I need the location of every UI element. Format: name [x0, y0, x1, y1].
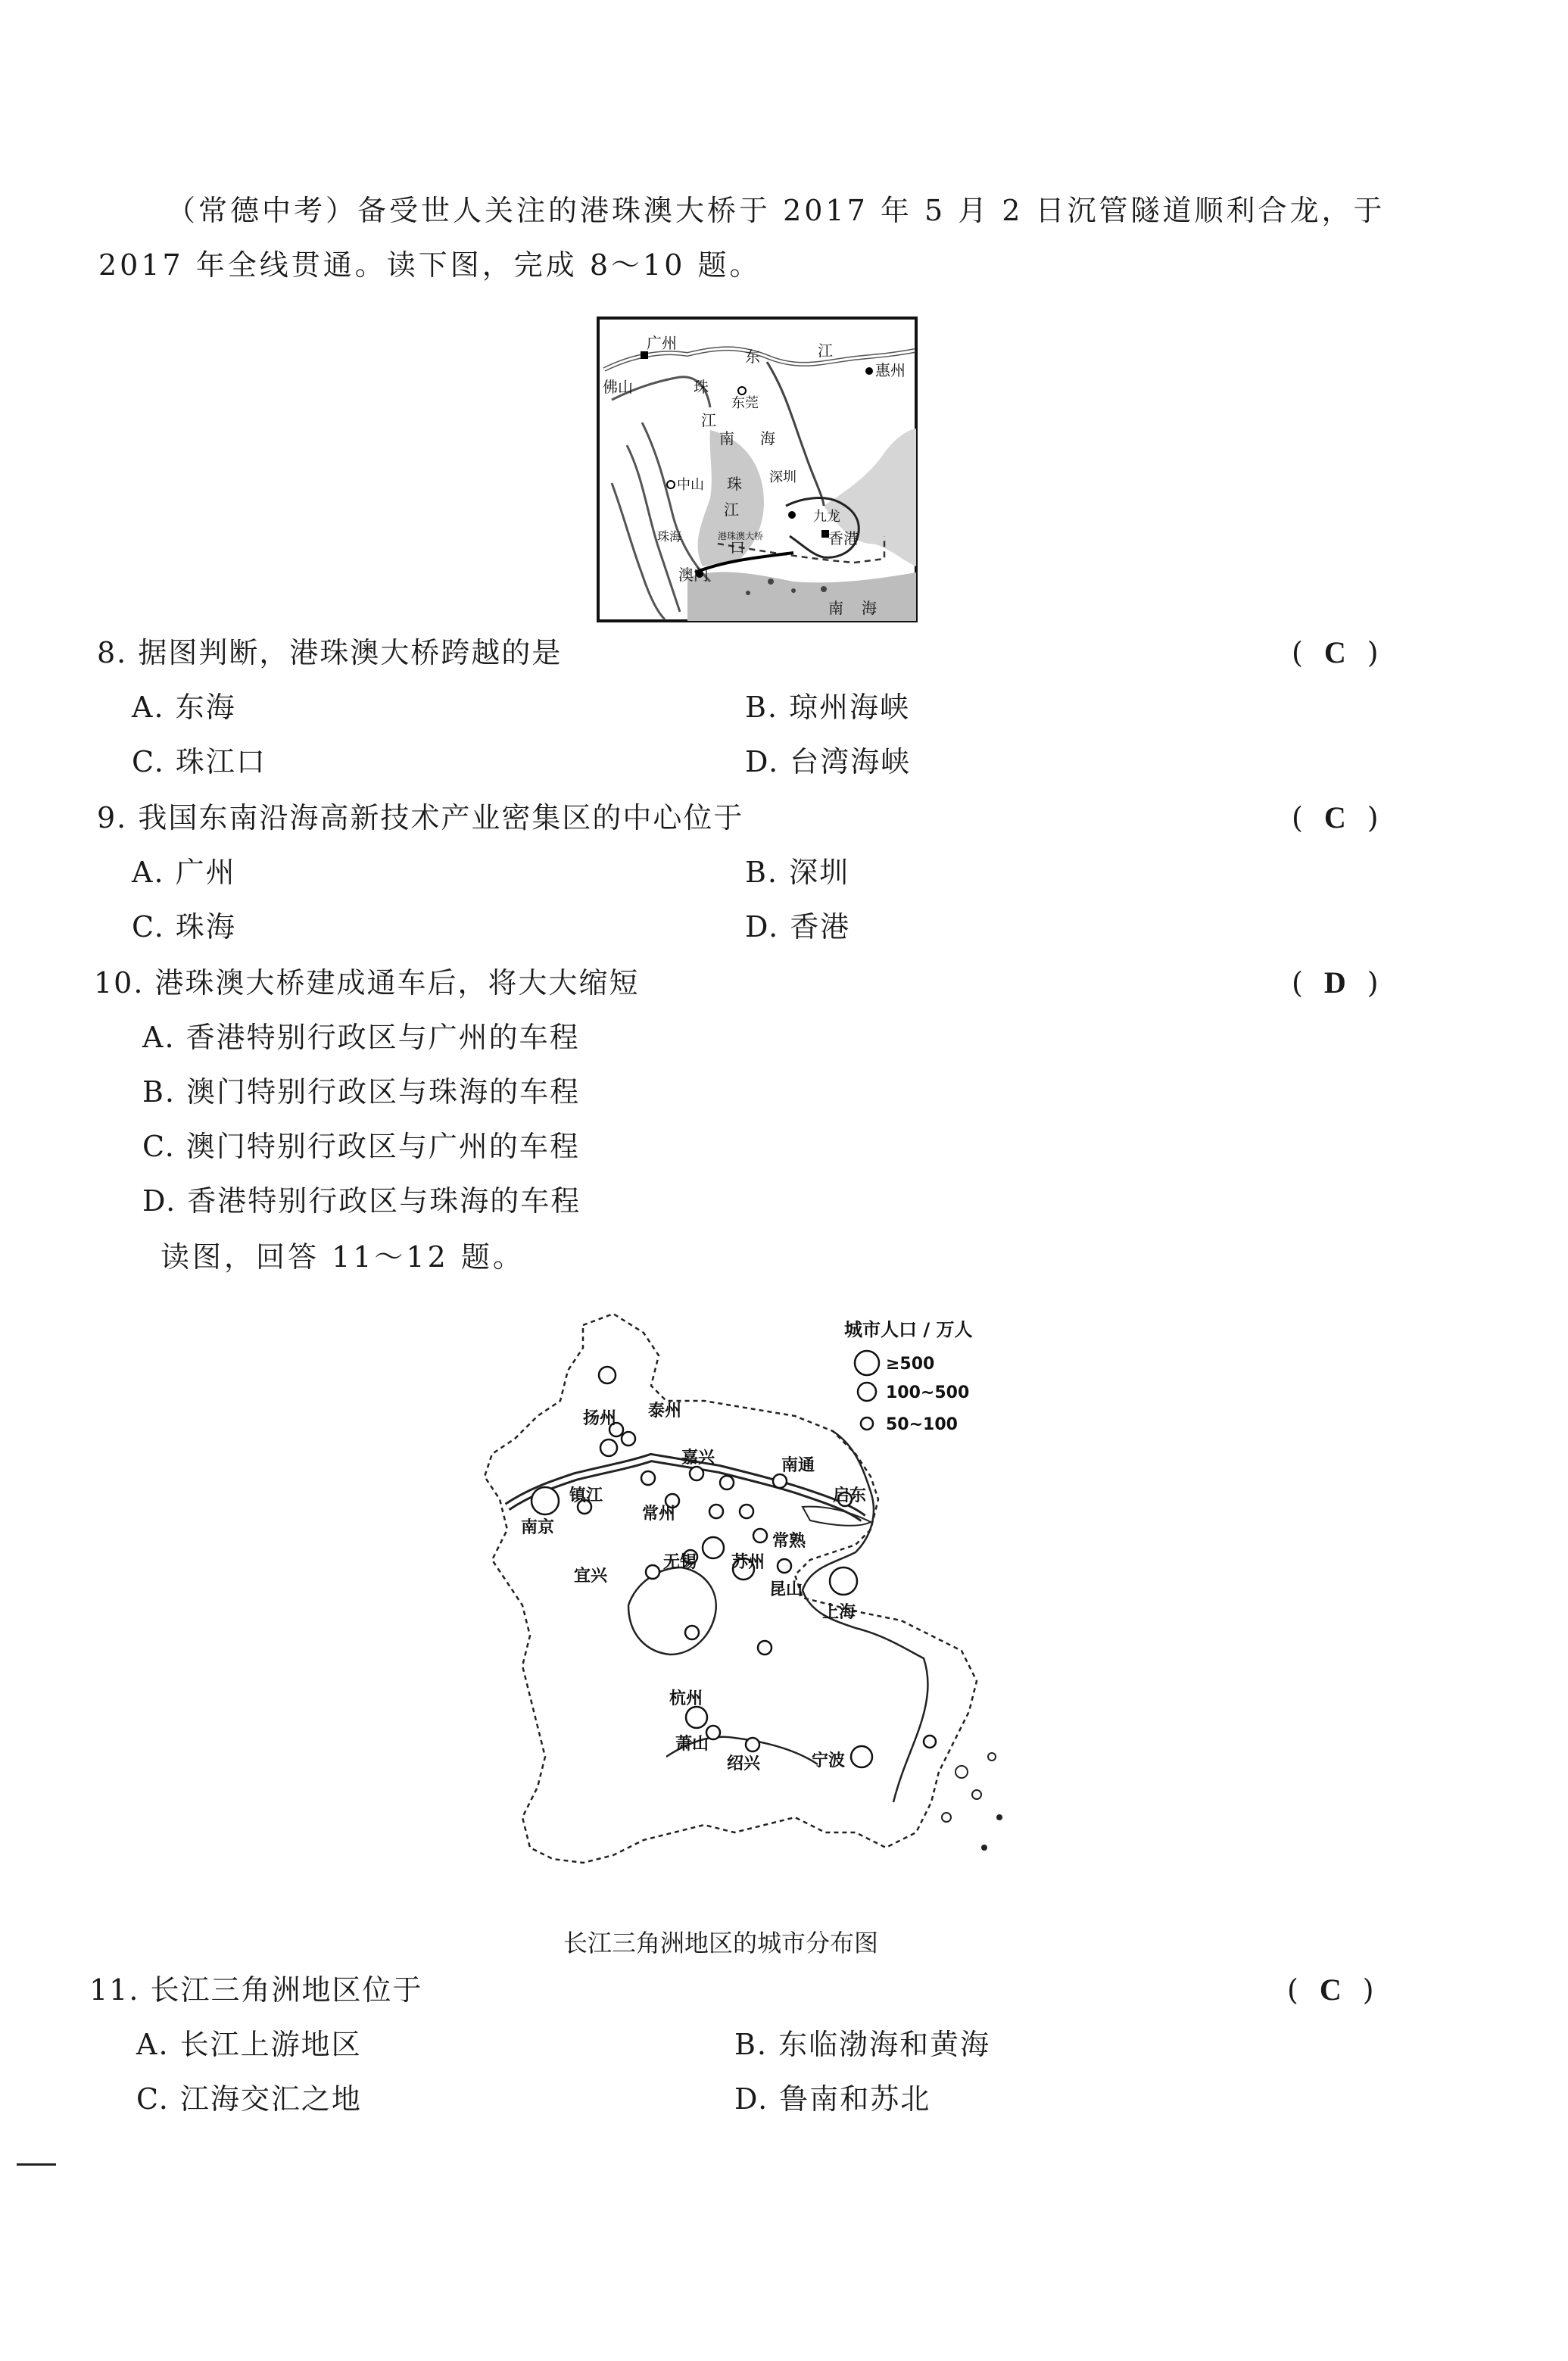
question-8-option-c: C. 珠江口: [132, 745, 267, 778]
question-10-answer-letter: D: [1323, 965, 1346, 1000]
city-zhenjiang: 镇江: [569, 1486, 603, 1505]
question-10-option-b: B. 澳门特别行政区与珠海的车程: [142, 1075, 581, 1109]
label-dongjiang-dong: 东: [745, 348, 760, 366]
city-kunshan: 昆山: [769, 1580, 803, 1599]
pearl-river-delta-map: [597, 317, 918, 622]
question-8-answer: ( C ): [1292, 635, 1379, 669]
label-guangzhou: 广州: [647, 334, 677, 352]
question-10-option-d: D. 香港特别行政区与珠海的车程: [142, 1184, 581, 1218]
city-xiaoshan: 萧山: [675, 1735, 709, 1754]
question-9-option-a: A. 广州: [132, 856, 236, 889]
city-yixing: 宜兴: [574, 1567, 608, 1586]
question-11-option-c: C. 江海交汇之地: [136, 2082, 362, 2116]
label-jiang: 江: [701, 411, 716, 429]
question-9-answer-letter: C: [1323, 800, 1346, 834]
label-zhu: 珠: [694, 378, 709, 396]
city-hangzhou: 杭州: [669, 1689, 703, 1708]
question-8-answer-letter: C: [1323, 635, 1346, 669]
label-shenzhen: 深圳: [769, 469, 796, 485]
label-nan: 南: [719, 429, 734, 448]
question-9-answer: ( C ): [1292, 800, 1379, 834]
label-nanhai-hai: 海: [862, 599, 877, 617]
question-11-answer-letter: C: [1319, 1973, 1342, 2007]
question-10-option-a: A. 香港特别行政区与广州的车程: [142, 1021, 580, 1054]
label-zhongshan: 中山: [677, 477, 704, 493]
question-8-option-d: D. 台湾海峡: [745, 745, 912, 778]
label-xianggang: 香港: [828, 529, 859, 547]
map-caption: 长江三角洲地区的城市分布图: [563, 1929, 879, 1957]
label-nanhai-nan: 南: [828, 599, 843, 617]
label-dongguan: 东莞: [731, 395, 759, 411]
city-taizhou: 泰州: [648, 1402, 682, 1421]
question-10-stem: 10. 港珠澳大桥建成通车后，将大大缩短: [94, 966, 640, 1000]
question-11-answer: ( C ): [1287, 1973, 1374, 2007]
city-changshu: 常熟: [772, 1532, 806, 1551]
city-nanjing: 南京: [521, 1518, 555, 1537]
label-jiang2: 江: [724, 501, 739, 519]
label-bridge: 港珠澳大桥: [718, 531, 764, 541]
label-zhu2: 珠: [727, 475, 742, 493]
city-wuxi: 无锡: [663, 1553, 697, 1572]
label-jiulong: 九龙: [813, 509, 840, 525]
label-aomen: 澳门: [678, 566, 709, 584]
legend-item-2: 100~500: [886, 1383, 970, 1402]
label-kou: 口: [730, 538, 745, 557]
label-zhuhai: 珠海: [657, 529, 682, 544]
read-map-instruction: 读图，回答 11～12 题。: [161, 1240, 525, 1274]
city-shanghai: 上海: [822, 1603, 856, 1622]
legend-title: 城市人口 / 万人: [844, 1319, 973, 1340]
legend-item-1: ≥500: [886, 1355, 935, 1374]
city-ningbo: 宁波: [812, 1751, 846, 1770]
question-11-option-d: D. 鲁南和苏北: [734, 2082, 931, 2116]
page-edge-mark: [17, 2163, 56, 2166]
question-9-option-d: D. 香港: [745, 910, 851, 943]
question-8-stem: 8. 据图判断，港珠澳大桥跨越的是: [97, 636, 563, 669]
city-jiaxing: 嘉兴: [681, 1449, 715, 1467]
label-foshan: 佛山: [603, 378, 633, 396]
label-dongjiang-jiang: 江: [818, 342, 833, 360]
legend-item-3: 50~100: [886, 1415, 958, 1434]
question-8-option-b: B. 琼州海峡: [745, 691, 911, 724]
question-10-option-c: C. 澳门特别行政区与广州的车程: [142, 1130, 580, 1163]
label-hai: 海: [760, 429, 775, 448]
question-10-answer: ( D ): [1292, 965, 1379, 1000]
city-yangzhou: 扬州: [583, 1409, 617, 1428]
city-suzhou: 苏州: [731, 1553, 765, 1572]
question-9-option-b: B. 深圳: [745, 856, 850, 889]
city-changzhou: 常州: [642, 1505, 676, 1524]
label-huizhou: 惠州: [875, 361, 906, 379]
question-8-option-a: A. 东海: [132, 691, 236, 724]
question-11-option-b: B. 东临渤海和黄海: [734, 2028, 991, 2061]
city-shaoxing: 绍兴: [727, 1754, 761, 1773]
yangtze-delta-city-map: [477, 1302, 1015, 1901]
city-nantong: 南通: [781, 1456, 815, 1475]
question-9-stem: 9. 我国东南沿海高新技术产业密集区的中心位于: [97, 801, 744, 834]
question-11-option-a: A. 长江上游地区: [136, 2028, 362, 2061]
question-9-option-c: C. 珠海: [132, 910, 236, 943]
city-qidong: 启东: [833, 1486, 867, 1505]
intro-paragraph: （常德中考）备受世人关注的港珠澳大桥于 2017 年 5 月 2 日沉管隧道顺利合龙，于 2017 年全线贯通。读下图，完成 8～10 题。: [98, 194, 1386, 282]
question-11-stem: 11. 长江三角洲地区位于: [89, 1973, 423, 2007]
